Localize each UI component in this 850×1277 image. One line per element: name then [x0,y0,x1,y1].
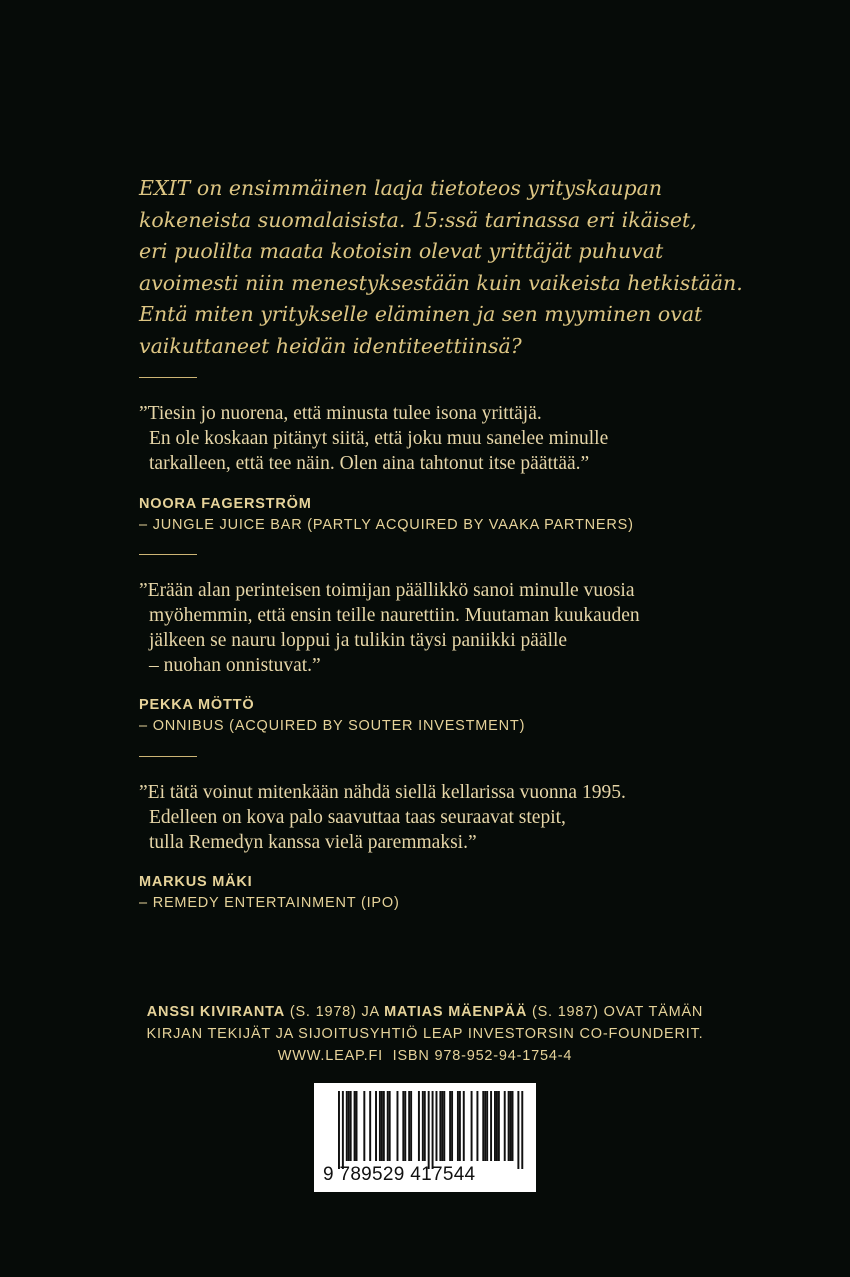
quote-pekka [139,578,759,678]
divider [139,377,197,378]
barcode-bar [432,1091,434,1169]
barcode-bar [375,1091,377,1161]
barcode-bar [424,1091,426,1161]
barcode-bar [436,1091,438,1161]
barcode-bar [457,1091,459,1161]
author-line [0,1001,850,1023]
barcode-bar [449,1091,451,1161]
barcode-bar [348,1091,350,1161]
intro-line: vaikuttaneet heidän identiteettiinsä? [139,333,522,358]
barcode-digits: 9 789529 417544 [323,1164,476,1185]
author-description: KIRJAN TEKIJÄT JA SIJOITUSYHTIÖ LEAP INVESTORSIN CO-FOUNDERIT. [146,1026,704,1042]
barcode-bar [512,1091,514,1161]
barcode-bar [342,1091,344,1169]
barcode-bar [408,1091,410,1161]
barcode-bar [418,1091,420,1161]
website-isbn: WWW.LEAP.FI ISBN 978-952-94-1754-4 [277,1048,573,1064]
barcode-bar [486,1091,488,1161]
quote-line: tulla Remedyn kanssa vielä paremmaksi.” [149,832,477,853]
barcode-bar [387,1091,389,1161]
company-name: – REMEDY ENTERTAINMENT (IPO) [139,895,400,911]
intro-text [139,173,759,363]
intro-line: EXIT on ensimmäinen laaja tietoteos yrityskaupan [139,176,663,200]
barcode-bar [476,1091,478,1161]
barcode-bar [381,1091,383,1161]
attribution-noora [139,494,759,536]
barcode-bar [504,1091,506,1161]
quote-line: En ole koskaan pitänyt siitä, että joku muu sanelee minulle [149,428,609,449]
barcode-bar [482,1091,484,1161]
barcode-bar [346,1091,348,1161]
barcode-bar [510,1091,512,1161]
person-name: PEKKA MÖTTÖ [139,697,255,713]
barcode-bar [397,1091,399,1161]
company-name: – ONNIBUS (ACQUIRED BY SOUTER INVESTMENT) [139,718,526,734]
author-year: (S. 1978) JA [285,1004,385,1020]
barcode-bar [439,1091,441,1161]
divider [139,756,197,757]
author-year: (S. 1987) OVAT TÄMÄN [527,1004,704,1020]
barcode-bar [354,1091,356,1161]
barcode-bar [383,1091,385,1161]
author-name: ANSSI KIVIRANTA [146,1004,285,1020]
barcode-bar [508,1091,510,1161]
barcode-bar [441,1091,443,1161]
person-name: MARKUS MÄKI [139,874,253,890]
barcode-bar [356,1091,358,1161]
attribution-pekka [139,695,759,737]
barcode-bar [490,1091,492,1161]
divider [139,554,197,555]
quote-line: tarkalleen, että tee näin. Olen aina tahtonut itse päättää.” [149,453,590,474]
author-info [0,1001,850,1067]
intro-line: avoimesti niin menestyksestään kuin vaikeista hetkistään. [139,270,743,295]
isbn-barcode [314,1083,536,1192]
barcode-bar [498,1091,500,1161]
barcode-bar [496,1091,498,1161]
quote-line: ”Tiesin jo nuorena, että minusta tulee isona yrittäjä. [139,403,542,424]
intro-line: eri puolilta maata kotoisin olevat yrittäjät puhuvat [139,239,664,264]
quote-line: ”Ei tätä voinut mitenkään nähdä siellä kellarissa vuonna 1995. [139,782,626,803]
barcode-bar [459,1091,461,1161]
quote-line: Edelleen on kova palo saavuttaa taas seuraavat stepit, [149,807,566,828]
person-name: NOORA FAGERSTRÖM [139,496,312,512]
barcode-bar [471,1091,473,1161]
quote-line: ”Erään alan perinteisen toimijan päällikkö sanoi minulle vuosia [139,580,635,601]
quote-line: jälkeen se nauru loppui ja tulikin täysi paniikki päälle [149,630,568,651]
company-name: – JUNGLE JUICE BAR (PARTLY ACQUIRED BY VAAKA PARTNERS) [139,517,634,533]
barcode-bar [350,1091,352,1161]
attribution-markus [139,872,759,914]
barcode-bar [443,1091,445,1161]
quote-line: myöhemmin, että ensin teille naurettiin. Muutaman kuukauden [149,605,640,626]
barcode-bar [338,1091,340,1169]
intro-line: Entä miten yritykselle eläminen ja sen myyminen ovat [139,302,703,327]
barcode-bar [451,1091,453,1161]
barcode-bar [402,1091,404,1161]
barcode-bar [517,1091,519,1169]
quote-line: – nuohan onnistuvat.” [149,655,321,676]
barcode-bar [428,1091,430,1169]
barcode-bar [363,1091,365,1161]
barcode-bar [379,1091,381,1161]
barcode-bar [369,1091,371,1161]
quote-noora [139,401,759,476]
barcode-bar [422,1091,424,1161]
author-name: MATIAS MÄENPÄÄ [384,1004,528,1020]
barcode-bar [404,1091,406,1161]
barcode-bar [494,1091,496,1161]
barcode-bar [521,1091,523,1169]
barcode-bar [463,1091,465,1161]
barcode-bar [410,1091,412,1161]
barcode-bar [484,1091,486,1161]
quote-markus [139,780,759,855]
intro-line: kokeneista suomalaisista. 15:ssä tarinassa eri ikäiset, [139,207,697,232]
barcode-bar [389,1091,391,1161]
